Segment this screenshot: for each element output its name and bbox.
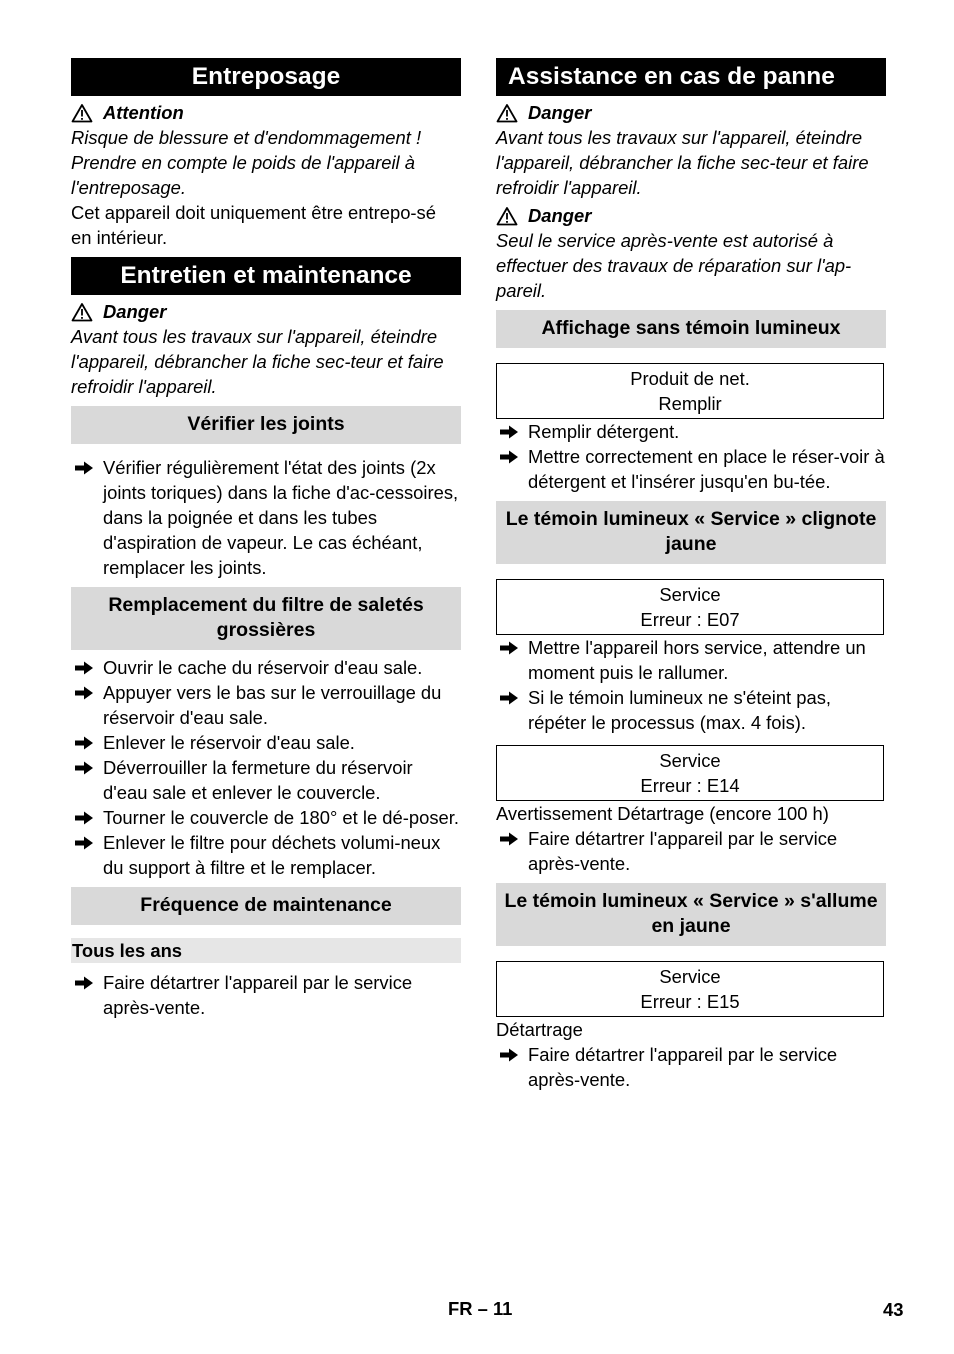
arrow-right-icon [74,655,94,680]
warning-triangle-icon [71,103,93,123]
blink-steps-1 [496,635,886,735]
storage-warning-label: Attention [103,102,184,123]
yearly-heading: Tous les ans [71,938,461,963]
blink-note: Avertissement Détartrage (encore 100 h) [496,803,829,824]
arrow-right-icon [74,805,94,830]
arrow-right-icon [74,730,94,755]
storage-heading: Entreposage [71,58,461,96]
danger-warning-1 [496,100,886,125]
arrow-right-icon [499,1042,519,1067]
display-box-e07: Service Erreur : E07 [496,579,884,635]
maintenance-warning-text: Avant tous les travaux sur l'appareil, éteindre l'appareil, débrancher la fiche sec-teur et faire refroidir l'appareil. [71,326,444,397]
filter-steps [71,655,461,880]
arrow-right-icon [499,685,519,710]
trouble-heading: Assistance en cas de panne [496,58,886,96]
list-item: Faire détartrer l'appareil par le service après-vente. [71,970,461,1020]
danger-label-2: Danger [528,205,592,226]
storage-text: Cet appareil doit uniquement être entrepo-sé en intérieur. [71,202,436,248]
list-item: Mettre correctement en place le réser-voir à détergent et l'insérer jusqu'en bu-tée. [496,444,886,494]
list-item: Remplir détergent. [496,419,886,444]
no-light-heading: Affichage sans témoin lumineux [496,310,886,348]
arrow-right-icon [499,635,519,660]
arrow-right-icon [74,755,94,780]
list-item: Déverrouiller la fermeture du réservoir d'eau sale et enlever le couvercle. [71,755,461,805]
arrow-right-icon [74,455,94,480]
joints-steps [71,455,461,580]
lit-heading: Le témoin lumineux « Service » s'allume en jaune [496,883,886,946]
lit-steps [496,1042,886,1092]
danger-text-2: Seul le service après-vente est autorisé à effectuer des travaux de réparation sur l'ap-pareil. [496,230,852,301]
display-box-e14: Service Erreur : E14 [496,745,884,801]
storage-warning [71,100,461,125]
display-box-no-light: Produit de net. Remplir [496,363,884,419]
list-item: Si le témoin lumineux ne s'éteint pas, répéter le processus (max. 4 fois). [496,685,886,735]
left-column [71,58,461,1020]
list-item: Enlever le filtre pour déchets volumi-neux du support à filtre et le remplacer. [71,830,461,880]
maintenance-heading: Entretien et maintenance [71,257,461,295]
maintenance-warning-label: Danger [103,301,167,322]
warning-triangle-icon [71,302,93,322]
arrow-right-icon [499,419,519,444]
maintenance-warning [71,299,461,324]
right-column [496,58,886,1092]
display-box-e15: Service Erreur : E15 [496,961,884,1017]
blink-steps-2 [496,826,886,876]
arrow-right-icon [499,826,519,851]
list-item: Vérifier régulièrement l'état des joints (2x joints toriques) dans la fiche d'ac-cessoires, dans la poignée et dans les tubes d'aspiration de vapeur. Le cas échéant, remplacer les joints. [71,455,461,580]
filter-heading: Remplacement du filtre de saletés grossières [71,587,461,650]
joints-heading: Vérifier les joints [71,406,461,444]
yearly-steps [71,970,461,1020]
arrow-right-icon [74,680,94,705]
list-item: Faire détartrer l'appareil par le service après-vente. [496,826,886,876]
page-number: 43 [883,1299,904,1320]
warning-triangle-icon [496,206,518,226]
frequency-heading: Fréquence de maintenance [71,887,461,925]
arrow-right-icon [74,830,94,855]
blink-heading: Le témoin lumineux « Service » clignote jaune [496,501,886,564]
list-item: Mettre l'appareil hors service, attendre un moment puis le rallumer. [496,635,886,685]
list-item: Ouvrir le cache du réservoir d'eau sale. [71,655,461,680]
arrow-right-icon [74,970,94,995]
lit-note: Détartrage [496,1019,583,1040]
warning-triangle-icon [496,103,518,123]
list-item: Tourner le couvercle de 180° et le dé-poser. [71,805,461,830]
danger-warning-2 [496,203,886,228]
list-item: Appuyer vers le bas sur le verrouillage du réservoir d'eau sale. [71,680,461,730]
page-footer-label: FR – 11 [448,1298,513,1319]
list-item: Faire détartrer l'appareil par le service après-vente. [496,1042,886,1092]
arrow-right-icon [499,444,519,469]
danger-text-1: Avant tous les travaux sur l'appareil, éteindre l'appareil, débrancher la fiche sec-teur et faire refroidir l'appareil. [496,127,869,198]
danger-label-1: Danger [528,102,592,123]
no-light-steps [496,419,886,494]
list-item: Enlever le réservoir d'eau sale. [71,730,461,755]
storage-warning-text: Risque de blessure et d'endommagement ! Prendre en compte le poids de l'appareil à l'entreposage. [71,127,422,198]
